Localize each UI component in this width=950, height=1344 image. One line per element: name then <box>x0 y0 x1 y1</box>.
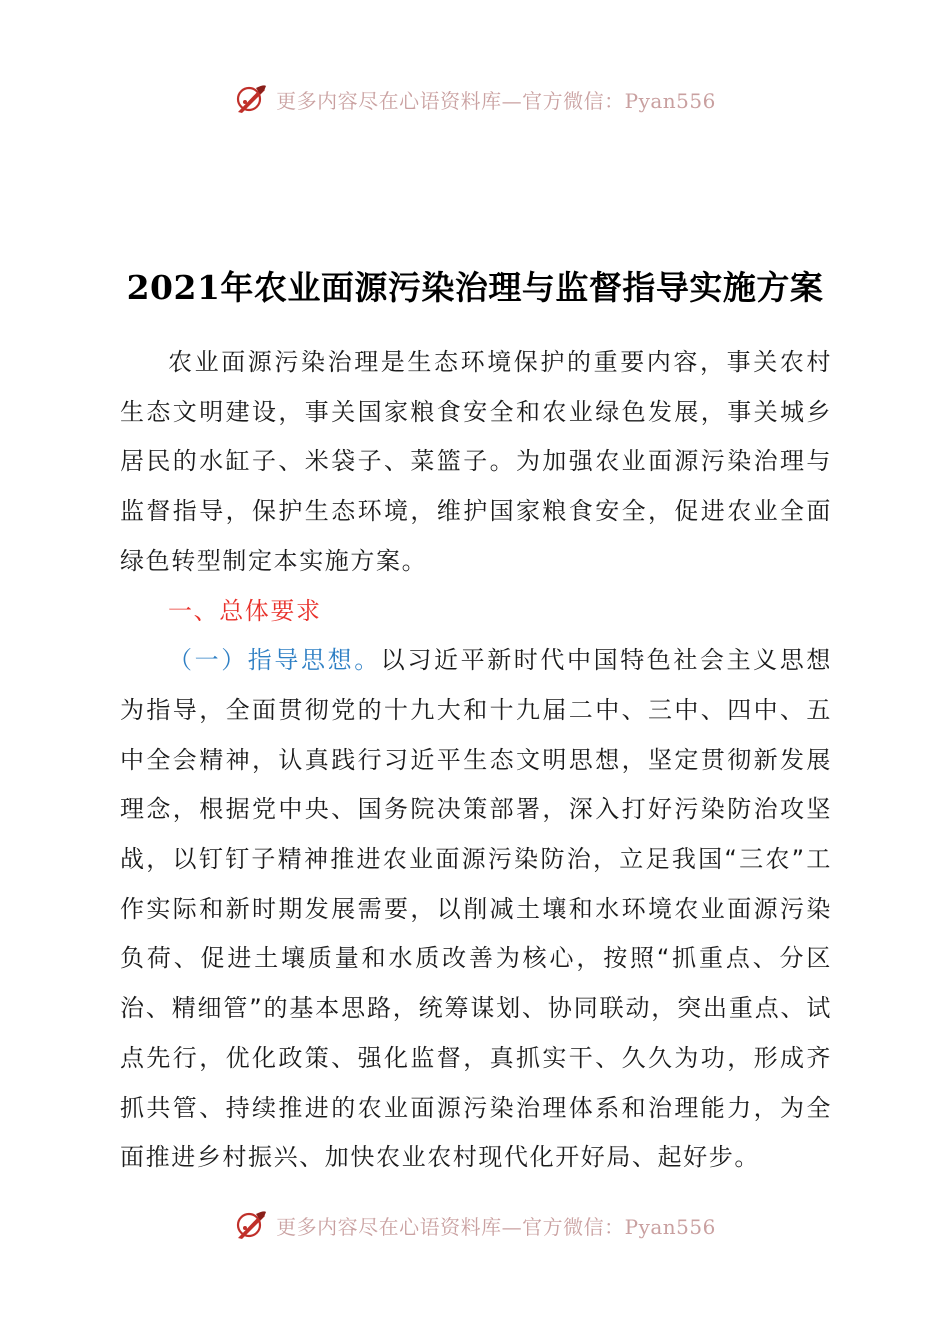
subsection-1-heading: （一）指导思想。 <box>168 646 381 675</box>
document-title: 2021年农业面源污染治理与监督指导实施方案 <box>126 268 824 307</box>
quill-pen-logo-icon <box>234 1208 268 1242</box>
header-banner <box>0 82 950 116</box>
header-banner-text: 更多内容尽在心语资料库—官方微信：Pyan556 <box>276 88 716 113</box>
intro-paragraph: 农业面源污染治理是生态环境保护的重要内容，事关农村生态文明建设，事关国家粮食安全和农业绿色发展，事关城乡居民的水缸子、米袋子、菜篮子。为加强农业面源污染治理与监督指导，保护生态环境，维护国家粮食安全，促进农业全面绿色转型制定本实施方案。 <box>120 348 832 575</box>
subsection-1-body: 以习近平新时代中国特色社会主义思想为指导，全面贯彻党的十九大和十九届二中、三中、四中、五中全会精神，认真践行习近平生态文明思想，坚定贯彻新发展理念，根据党中央、国务院决策部署，深入打好污染防治攻坚战，以钉钉子精神推进农业面源污染防治，立足我国“三农”工作实际和新时期发展需要，以削减土壤和水环境农业面源污染负荷、促进土壤质量和水质改善为核心，按照“抓重点、分区治、精细管”的基本思路，统筹谋划、协同联动，突出重点、试点先行，优化政策、强化监督，真抓实干、久久为功，形成齐抓共管、持续推进的农业面源污染治理体系和治理能力，为全面推进乡村振兴、加快农业农村现代化开好局、起好步。 <box>120 646 832 1172</box>
subsection-1-paragraph <box>120 636 832 1183</box>
document-body <box>120 338 832 1183</box>
section-1-heading: 一、总体要求 <box>168 596 322 625</box>
footer-banner-text: 更多内容尽在心语资料库—官方微信：Pyan556 <box>276 1214 716 1239</box>
quill-pen-logo-icon <box>234 82 268 116</box>
footer-banner <box>0 1208 950 1242</box>
